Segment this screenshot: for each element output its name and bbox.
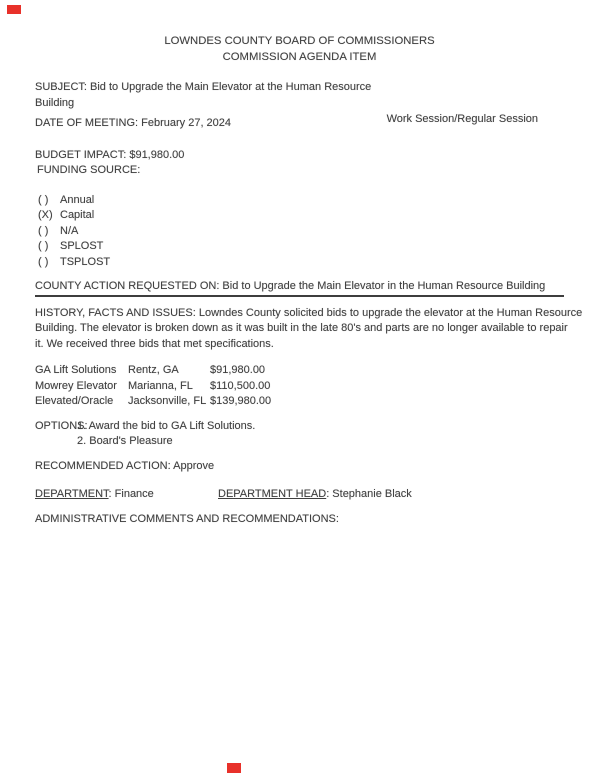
funding-option-label: Annual bbox=[60, 193, 95, 206]
recommended-action-line: RECOMMENDED ACTION: Approve bbox=[35, 459, 215, 472]
red-scan-mark-top-left bbox=[7, 5, 21, 14]
funding-option-label: TSPLOST bbox=[60, 255, 111, 268]
doc-type-title: COMMISSION AGENDA ITEM bbox=[222, 50, 377, 63]
checkbox-mark: ( ) bbox=[38, 255, 49, 268]
administrative-comments-line: ADMINISTRATIVE COMMENTS AND RECOMMENDATIONS: bbox=[35, 512, 339, 525]
date-of-meeting: DATE OF MEETING: February 27, 2024 bbox=[35, 117, 232, 129]
bid-amount: $139,980.00 bbox=[210, 395, 272, 407]
department-value: : Finance bbox=[108, 488, 154, 500]
options-label: OPTIONS: bbox=[35, 419, 88, 432]
bids-table bbox=[35, 363, 355, 410]
checkbox-mark-checked: (X) bbox=[38, 209, 53, 221]
funding-option-label: N/A bbox=[60, 224, 79, 237]
funding-option-tsplost bbox=[38, 255, 564, 271]
options-section bbox=[35, 419, 564, 450]
history-facts-issues-section bbox=[35, 306, 583, 353]
session-type: Work Session/Regular Session bbox=[386, 113, 538, 125]
bid-location: Marianna, FL bbox=[128, 379, 193, 392]
department-head-value: : Stephanie Black bbox=[326, 488, 412, 500]
red-scan-mark-bottom bbox=[227, 763, 241, 773]
checkbox-mark: ( ) bbox=[38, 193, 49, 206]
funding-option-label: SPLOST bbox=[60, 240, 104, 252]
org-title: LOWNDES COUNTY BOARD OF COMMISSIONERS bbox=[164, 35, 435, 47]
bid-location: Jacksonville, FL bbox=[128, 395, 207, 407]
history-line: it. We received three bids that met specifications. bbox=[35, 337, 274, 350]
meeting-date-row bbox=[35, 113, 564, 132]
funding-option-capital bbox=[38, 208, 564, 224]
funding-option-label: Capital bbox=[60, 209, 95, 221]
bid-amount: $91,980.00 bbox=[210, 364, 266, 376]
subject-line: SUBJECT: Bid to Upgrade the Main Elevator at the Human Resource Building bbox=[35, 81, 372, 109]
funding-option-na bbox=[38, 224, 564, 240]
bid-vendor: Elevated/Oracle bbox=[35, 395, 114, 407]
history-line: HISTORY, FACTS AND ISSUES: Lowndes County solicited bids to upgrade the elevator at the Human Resource bbox=[35, 306, 583, 319]
county-action-requested-line: COUNTY ACTION REQUESTED ON: Bid to Upgrade the Main Elevator in the Human Resource Building bbox=[35, 279, 564, 297]
funding-options-list bbox=[38, 193, 564, 271]
department-head-field bbox=[218, 488, 412, 500]
department-field bbox=[35, 487, 218, 503]
bid-vendor: Mowrey Elevator bbox=[35, 379, 117, 392]
option-item: 1. Award the bid to GA Lift Solutions. bbox=[77, 419, 256, 432]
options-items bbox=[77, 419, 255, 450]
document-header bbox=[35, 34, 564, 65]
department-label: DEPARTMENT bbox=[35, 488, 109, 500]
budget-impact-line: BUDGET IMPACT: $91,980.00 bbox=[35, 148, 185, 161]
bid-location: Rentz, GA bbox=[128, 364, 179, 376]
funding-option-annual bbox=[38, 193, 564, 209]
funding-option-splost bbox=[38, 239, 564, 255]
bid-vendor: GA Lift Solutions bbox=[35, 364, 117, 376]
bid-amount: $110,500.00 bbox=[210, 379, 271, 392]
option-item: 2. Board's Pleasure bbox=[77, 435, 173, 447]
checkbox-mark: ( ) bbox=[38, 224, 49, 237]
history-line: Building. The elevator is broken down as it was built in the late 80's and parts are no longer available to repair bbox=[35, 322, 568, 334]
department-head-label: DEPARTMENT HEAD bbox=[218, 488, 327, 500]
department-row bbox=[35, 487, 564, 503]
funding-source-label: FUNDING SOURCE: bbox=[37, 164, 141, 176]
checkbox-mark: ( ) bbox=[38, 240, 49, 252]
